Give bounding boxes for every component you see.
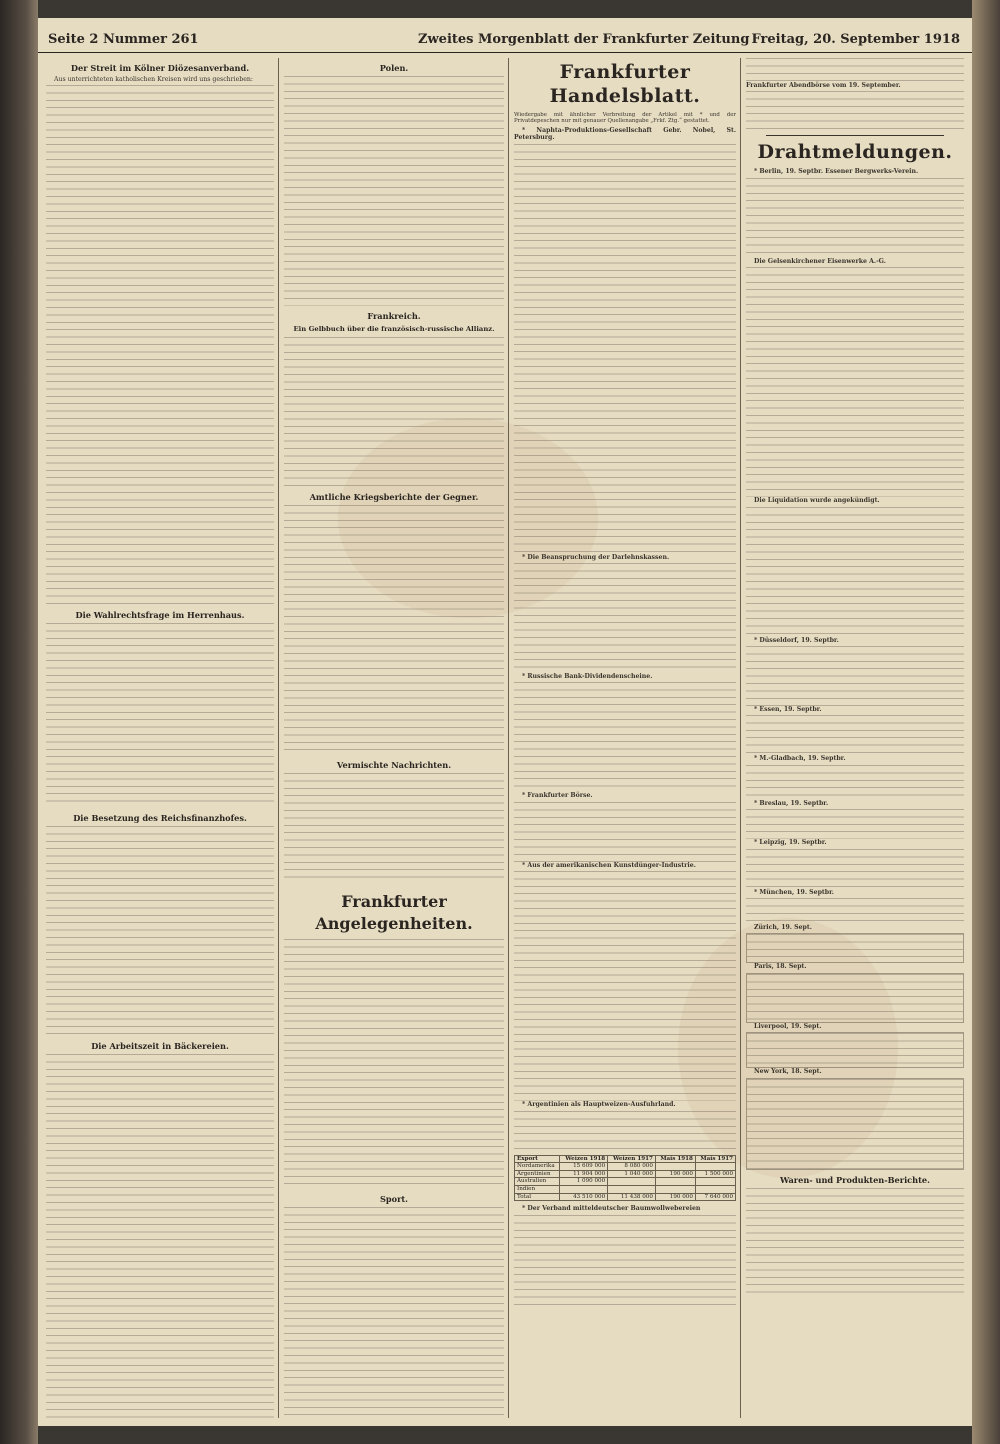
text-block: [746, 178, 964, 258]
text-block: [46, 826, 274, 1036]
market-heading: Zürich, 19. Sept.: [754, 924, 812, 932]
market-heading: Liverpool, 19. Sept.: [754, 1022, 822, 1030]
column-1: [46, 58, 274, 1418]
table-row: Argentinien 11 904 000 1 040 000 190 000 1 500 000: [515, 1170, 736, 1178]
section-subtitle: Wiedergabe mit ähnlicher Verbreitung der Artikel mit * und der Privatdepeschen nur mit genauer Quellenangabe „Frkf. Ztg.“ gestattet.: [514, 112, 736, 125]
article-heading: Die Besetzung des Reichsfinanzhofes.: [73, 813, 247, 824]
article-heading: Polen.: [379, 63, 409, 73]
newspaper-name: Zweites Morgenblatt der Frankfurter Zeitung: [418, 32, 750, 47]
text-block: [746, 507, 964, 637]
article-heading: Die Arbeitszeit in Bäckereien.: [91, 1041, 229, 1052]
text-block: [514, 871, 736, 1101]
news-item: * Die Beanspruchung der Darlehnskassen.: [522, 553, 670, 561]
text-block: [514, 1215, 736, 1305]
section-title: Frankfurter Handelsblatt.: [549, 61, 701, 107]
text-block: [46, 85, 274, 605]
article-heading: Vermischte Nachrichten.: [336, 760, 452, 770]
text-block: [284, 76, 504, 306]
market-table: [746, 1032, 964, 1068]
news-item: * Essen, 19. Septbr.: [754, 706, 822, 714]
text-block: [746, 646, 964, 706]
article-heading: Der Streit im Kölner Diözesanverband.: [70, 63, 250, 73]
news-item: Die Liquidation wurde angekündigt.: [754, 497, 880, 505]
market-heading: Paris, 18. Sept.: [754, 963, 807, 971]
text-block: [46, 623, 274, 808]
newspaper-page: [38, 18, 972, 1426]
news-item: * Naphta-Produktions-Gesellschaft Gebr. Nobel, St. Petersburg.: [514, 126, 736, 142]
text-block: [514, 144, 736, 554]
book-binding: [0, 0, 38, 1444]
text-block: [746, 91, 964, 131]
column-4: [746, 58, 964, 1418]
table-row: Total 43 510 000 11 438 000 190 000 7 640 000: [515, 1193, 736, 1201]
news-item: * Frankfurter Börse.: [522, 792, 593, 800]
article-heading: Frankreich.: [367, 311, 421, 321]
text-block: [746, 1188, 964, 1298]
news-item: * Berlin, 19. Septbr. Essener Bergwerks-Verein.: [754, 168, 919, 176]
table-row: Australien 1 090 000: [515, 1178, 736, 1186]
issue-date: Freitag, 20. September 1918: [751, 32, 960, 47]
text-block: [746, 898, 964, 924]
text-block: [46, 1054, 274, 1418]
article-heading: Waren- und Produkten-Berichte.: [780, 1174, 930, 1185]
news-item: * Aus der amerikanischen Kunstdünger-Industrie.: [522, 861, 696, 869]
market-heading: New York, 18. Sept.: [754, 1068, 822, 1076]
news-item: * Düsseldorf, 19. Septbr.: [754, 636, 839, 644]
news-item: * München, 19. Septbr.: [754, 888, 834, 896]
market-table: [746, 973, 964, 1023]
news-item: * Russische Bank-Dividendenscheine.: [522, 673, 653, 681]
page-number: Seite 2 Nummer 261: [48, 32, 199, 47]
table-header-row: Export Weizen 1918 Weizen 1917 Mais 1918 Mais 1917: [515, 1155, 736, 1163]
article-heading: Amtliche Kriegsberichte der Gegner.: [309, 492, 479, 502]
text-block: [514, 563, 736, 673]
text-block: [514, 1111, 736, 1151]
text-block: [746, 765, 964, 800]
text-block: [746, 58, 964, 82]
table-row: Nordamerika 15 609 000 8 080 000: [515, 1163, 736, 1171]
article-heading: Sport.: [379, 1194, 409, 1204]
text-block: [284, 337, 504, 487]
news-item: Die Gelsenkirchener Eisenwerke A.-G.: [754, 257, 886, 265]
text-block: [746, 809, 964, 839]
text-block: [514, 802, 736, 862]
article-lead: Aus unterrichteten katholischen Kreisen wird uns geschrieben:: [54, 76, 253, 83]
article-subheading: Ein Gelbbuch über die französisch-russische Allianz.: [293, 325, 495, 333]
text-block: [746, 267, 964, 497]
column-3: [514, 58, 736, 1418]
news-item: * Leipzig, 19. Septbr.: [754, 839, 827, 847]
news-item: * M.-Gladbach, 19. Septbr.: [754, 755, 846, 763]
text-block: [514, 682, 736, 792]
news-item: * Argentinien als Hauptweizen-Ausfuhrland.: [522, 1101, 676, 1109]
text-block: [284, 1207, 504, 1418]
news-item: Frankfurter Abendbörse vom 19. September.: [746, 82, 901, 89]
market-table: [746, 1078, 964, 1170]
article-heading: Die Wahlrechtsfrage im Herrenhaus.: [75, 610, 245, 621]
page-header: [38, 28, 972, 53]
column-2: [284, 58, 504, 1418]
market-table: [746, 933, 964, 963]
section-title: Drahtmeldungen.: [757, 141, 953, 164]
text-block: [746, 715, 964, 755]
news-item: * Der Verband mitteldeutscher Baumwollwebereien: [522, 1205, 701, 1213]
table-row: Indien: [515, 1186, 736, 1194]
text-block: [284, 773, 504, 883]
page-edge: [972, 0, 1000, 1444]
text-block: [284, 939, 504, 1189]
news-item: * Breslau, 19. Septbr.: [754, 799, 829, 807]
export-table: [514, 1155, 736, 1202]
text-block: [746, 849, 964, 889]
section-heading: Frankfurter Angelegenheiten.: [315, 892, 473, 933]
text-block: [284, 505, 504, 755]
